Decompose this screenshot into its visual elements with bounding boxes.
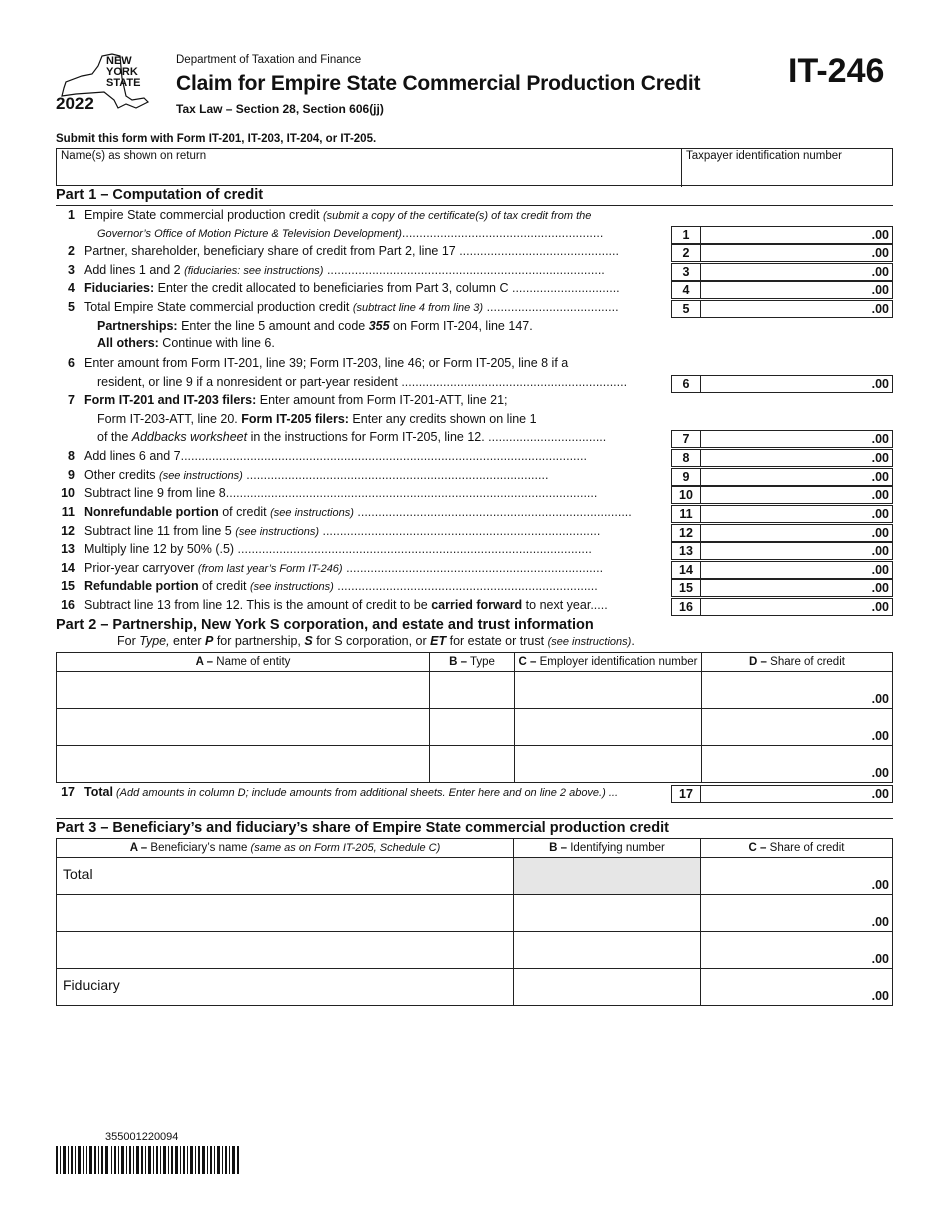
line-7-cont2: of the Addbacks worksheet in the instructions for Form IT-205, line 12. .................................. 7 .00 [56, 430, 893, 448]
name-field-label: Name(s) as shown on return [61, 150, 207, 162]
share-of-credit-field[interactable]: .00 [702, 746, 893, 783]
line-8: 8 Add lines 6 and 7..................................................................................................................... 8 .00 [56, 449, 893, 467]
line-6-cont: resident, or line 9 if a nonresident or part-year resident ................................................................. 6 .00 [56, 375, 893, 393]
line-7: 7 Form IT-201 and IT-203 filers: Enter amount from Form IT-201-ATT, line 21; [68, 393, 508, 407]
col-b-header: B – Type [430, 653, 515, 672]
line-10: 10 Subtract line 9 from line 8........................................................................................................... 10 .00 [56, 486, 893, 504]
entity-name-field[interactable] [57, 709, 430, 746]
entity-type-field[interactable] [430, 672, 515, 709]
line-6: 6 Enter amount from Form IT-201, line 39; Form IT-203, line 46; or Form IT-205, line 8 if a [68, 356, 569, 370]
identifying-number-field[interactable] [514, 895, 701, 932]
line-11-amount-field[interactable]: 11 .00 [671, 505, 893, 523]
line-4: 4 Fiduciaries: Enter the credit allocated to beneficiaries from Part 3, column C ............................... 4 .00 [56, 281, 893, 299]
table-row [57, 858, 893, 895]
part3-title: Part 3 – Beneficiary’s and fiduciary’s share of Empire State commercial production credit [56, 820, 669, 836]
share-of-credit-field[interactable]: .00 [702, 672, 893, 709]
submit-note: Submit this form with Form IT-201, IT-203, IT-204, or IT-205. [56, 133, 377, 145]
line-14-amount-field[interactable]: 14 .00 [671, 561, 893, 579]
line-7-amount-field[interactable]: 7 .00 [671, 430, 893, 448]
others-note: All others: Continue with line 6. [97, 336, 275, 350]
line-3: 3 Add lines 1 and 2 (fiduciaries: see instructions) ................................................................................ 3 .00 [56, 263, 893, 281]
table-row [57, 932, 893, 969]
line-3-amount-field[interactable]: 3 .00 [671, 263, 893, 281]
line-4-amount-field[interactable]: 4 .00 [671, 281, 893, 299]
table-row [57, 672, 893, 709]
line-16: 16 Subtract line 13 from line 12. This is the amount of credit to be carried forward to next year..... 16 .00 [56, 598, 893, 616]
line-17: 17 Total (Add amounts in column D; include amounts from additional sheets. Enter here and on line 2 above.) ... 17 .00 [56, 785, 893, 803]
line-13-amount-field[interactable]: 13 .00 [671, 542, 893, 560]
share-of-credit-field[interactable]: .00 [701, 895, 893, 932]
line-1-amount-field[interactable]: 1 .00 [671, 226, 893, 244]
part3-table [56, 838, 893, 1006]
line-6-amount-field[interactable]: 6 .00 [671, 375, 893, 393]
part3-header-row [57, 839, 893, 858]
line-14: 14 Prior-year carryover (from last year’s Form IT-246) .......................................................................... 14 .00 [56, 561, 893, 579]
line-16-amount-field[interactable]: 16 .00 [671, 598, 893, 616]
line-12-amount-field[interactable]: 12 .00 [671, 524, 893, 542]
line-1: 1 Empire State commercial production credit (submit a copy of the certificate(s) of tax credit from the [68, 208, 592, 222]
partnerships-note: Partnerships: Enter the line 5 amount and code 355 on Form IT-204, line 147. [97, 319, 533, 333]
table-row [57, 969, 893, 1006]
beneficiary-name-cell: Total [57, 858, 514, 895]
col-a-header: A – Name of entity [57, 653, 430, 672]
line-15-amount-field[interactable]: 15 .00 [671, 579, 893, 597]
beneficiary-name-field[interactable] [57, 932, 514, 969]
form-number: IT-246 [788, 52, 885, 90]
share-of-credit-field[interactable]: .00 [702, 709, 893, 746]
line-13: 13 Multiply line 12 by 50% (.5) ...................................................................................................... 13 .00 [56, 542, 893, 560]
taxpayer-info-box [56, 148, 893, 186]
state-name: NEW YORK STATE [106, 55, 141, 89]
ein-field[interactable] [515, 672, 702, 709]
line-2-amount-field[interactable]: 2 .00 [671, 244, 893, 262]
identifying-number-field[interactable] [514, 932, 701, 969]
line-2: 2 Partner, shareholder, beneficiary share of credit from Part 2, line 17 .............................................. 2 .00 [56, 244, 893, 262]
line-9-amount-field[interactable]: 9 .00 [671, 468, 893, 486]
ein-field[interactable] [515, 709, 702, 746]
identifying-number-field[interactable] [514, 969, 701, 1006]
line-5-amount-field[interactable]: 5 .00 [671, 300, 893, 318]
form-title: Claim for Empire State Commercial Production Credit [176, 72, 701, 95]
share-of-credit-field[interactable]: .00 [701, 932, 893, 969]
line-15: 15 Refundable portion of credit (see instructions) ........................................................................... 15 .00 [56, 579, 893, 597]
part2-subtitle: For Type, enter P for partnership, S for S corporation, or ET for estate or trust (see instructions). [117, 634, 635, 648]
line-11: 11 Nonrefundable portion of credit (see instructions) ............................................................................... 11 .00 [56, 505, 893, 523]
barcode-number: 355001220094 [105, 1131, 179, 1143]
ny-state-logo [56, 52, 156, 120]
share-of-credit-header: C – Share of credit [701, 839, 893, 858]
entity-name-field[interactable] [57, 746, 430, 783]
line-12: 12 Subtract line 11 from line 5 (see instructions) ................................................................................ 12 .00 [56, 524, 893, 542]
tax-year: 2022 [56, 94, 94, 113]
tin-field-label: Taxpayer identification number [686, 150, 842, 162]
entity-type-field[interactable] [430, 746, 515, 783]
beneficiary-name-field[interactable] [57, 895, 514, 932]
table-row [57, 709, 893, 746]
line-5: 5 Total Empire State commercial production credit (subtract line 4 from line 3) ...................................... 5 .00 [56, 300, 893, 318]
line-17-amount-field[interactable]: 17 .00 [671, 785, 893, 803]
table-row [57, 746, 893, 783]
share-of-credit-field[interactable]: .00 [701, 969, 893, 1006]
share-of-credit-field[interactable]: .00 [701, 858, 893, 895]
col-c-header: C – Employer identification number [515, 653, 702, 672]
part1-title: Part 1 – Computation of credit [56, 187, 264, 203]
col-d-header: D – Share of credit [702, 653, 893, 672]
beneficiary-name-header: A – Beneficiary’s name (same as on Form IT-205, Schedule C) [57, 839, 514, 858]
part2-header-row [57, 653, 893, 672]
line-10-amount-field[interactable]: 10 .00 [671, 486, 893, 504]
barcode-icon [56, 1146, 240, 1174]
identifying-number-header: B – Identifying number [514, 839, 701, 858]
fiduciary-name-cell: Fiduciary [57, 969, 514, 1006]
part2-title: Part 2 – Partnership, New York S corporation, and estate and trust information [56, 617, 594, 633]
line-1-cont: Governor’s Office of Motion Picture & Television Development).......................................................... 1 .00 [56, 226, 893, 244]
table-row [57, 895, 893, 932]
ein-field[interactable] [515, 746, 702, 783]
entity-type-field[interactable] [430, 709, 515, 746]
entity-name-field[interactable] [57, 672, 430, 709]
line-9: 9 Other credits (see instructions) ....................................................................................... 9 .00 [56, 468, 893, 486]
line-8-amount-field[interactable]: 8 .00 [671, 449, 893, 467]
part2-table [56, 652, 893, 783]
department: Department of Taxation and Finance [176, 54, 362, 66]
identifying-number-cell [514, 858, 701, 895]
line-7-cont1: Form IT-203-ATT, line 20. Form IT-205 filers: Enter any credits shown on line 1 [97, 412, 537, 426]
tax-law: Tax Law – Section 28, Section 606(jj) [176, 102, 384, 116]
